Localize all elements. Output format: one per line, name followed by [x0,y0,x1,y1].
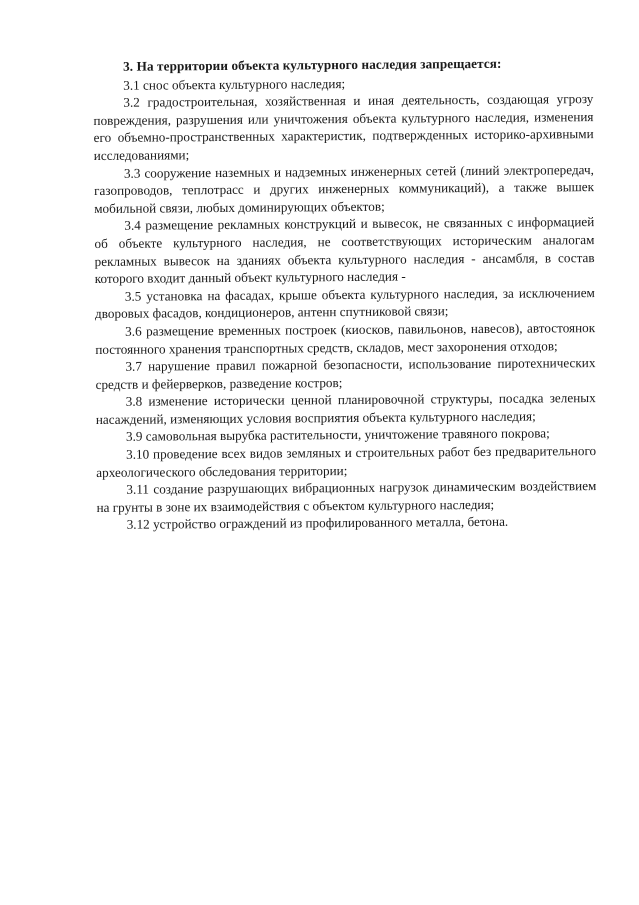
clause-3-3: 3.3 сооружение наземных и надземных инженерных сетей (линий электропередач, газопроводов, теплотрасс и других инженерных коммуникаций), а также вышек мобильной связи, любых доминирующих объектов; [93,161,595,216]
clause-3-6: 3.6 размещение временных построек (киосков, павильонов, навесов), автостоянок постоянного хранения транспортных средств, складов, мест захоронения отходов; [95,319,596,357]
clause-3-9: 3.9 самовольная вырубка растительности, уничтожение травяного покрова; [125,425,550,445]
clause-3-7: 3.7 нарушение правил пожарной безопасности, использование пиротехнических средств и фейерверков, разведение костров; [95,355,596,392]
clause-3-2: 3.2 градостроительная, хозяйственная и иная деятельность, создающая угрозу повреждения, разрушения или уничтожения объекта культурного наследия, изменения его объемно-пространственных характеристик, подтвержденных историко-архивными исследованиями; [93,91,594,163]
clause-3-5: 3.5 установка на фасадах, крыше объекта культурного наследия, за исключением дворовых фасадов, кондиционеров, антенн спутниковой связи; [94,284,595,322]
clause-3-10: 3.10 проведение всех видов земляных и строительных работ без предварительного археологического обследования территории; [96,443,597,480]
section-heading: 3. На территории объекта культурного наследия запрещается: [123,55,502,74]
clause-3-8: 3.8 изменение исторически ценной планировочной структуры, посадка зеленых насаждений, изменяющих условия восприятия объекта культурного наследия; [95,390,596,427]
clause-3-12: 3.12 устройство ограждений из профилированного металла, бетона. [126,514,509,533]
clause-3-1: 3.1 снос объекта культурного наследия; [123,75,346,93]
document-body [93,54,597,534]
clause-3-4: 3.4 размещение рекламных конструкций и вывесок, не связанных с информацией об объекте культурного наследия, не соответствующих историческим аналогам рекламных вывесок на зданиях объекта культурного наследия - ансамбля, в состав которого входит данный объект культурного наследия - [94,214,595,287]
clause-3-11: 3.11 создание разрушающих вибрационных нагрузок динамическим воздействием на грунты в зоне их взаимодействия с объектом культурного наследия; [96,478,597,515]
